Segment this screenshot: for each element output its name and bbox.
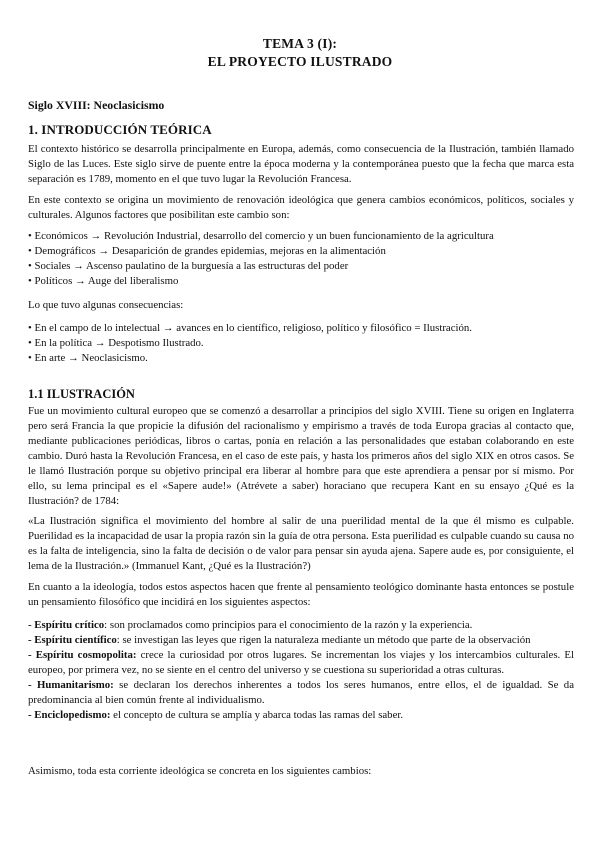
aspect-description: se declaran los derechos inherentes a todos los seres humanos, entre ellos, el de igualdad. Se da predominancia al bien común frente al individualismo. <box>28 679 574 706</box>
consequences-list <box>28 321 574 366</box>
aspect-term: - Enciclopedismo: <box>28 709 111 721</box>
section-1-paragraph-3: Lo que tuvo algunas consecuencias: <box>28 299 184 311</box>
list-item: • En arte → Neoclasicismo. <box>28 352 148 364</box>
aspect-description: : son proclamados como principios para el conocimiento de la razón y la experiencia. <box>104 619 473 631</box>
list-item <box>28 678 574 708</box>
aspects-list <box>28 618 574 723</box>
section-1-1-paragraph-2: En cuanto a la ideología, todos estos aspectos hacen que frente al pensamiento teológico dominante hasta entonces se postule un pensamiento filosófico que incidirá en los siguientes aspectos: <box>28 581 574 608</box>
list-item: • Económicos → Revolución Industrial, desarrollo del comercio y un buen funcionamiento de la agricultura <box>28 230 494 242</box>
list-item: • Políticos → Auge del liberalismo <box>28 275 179 287</box>
aspect-term: - Espíritu cosmopolita: <box>28 649 137 661</box>
section-1-paragraph-2: En este contexto se origina un movimiento de renovación ideológica que genera cambios económicos, políticos, sociales y culturales. Algunos factores que posibilitan este cambio son: <box>28 194 574 221</box>
century-subtitle <box>28 98 574 114</box>
aspect-term: - Espíritu científico <box>28 634 117 646</box>
list-item: • En el campo de lo intelectual → avances en lo científico, religioso, político y filosófico = Ilustración. <box>28 322 473 334</box>
section-1-1-heading: 1.1 ILUSTRACIÓN <box>28 387 135 401</box>
section-1-paragraph-1: El contexto histórico se desarrolla principalmente en Europa, además, como consecuencia de la Ilustración, también llamado Siglo de las Luces. Este siglo sirve de puente entre la época moderna y la contemporánea puesto que la fecha que marca esta separación es 1789, momento en el que tuvo lugar la Revolución Francesa. <box>28 143 574 185</box>
factors-list <box>28 229 574 289</box>
section-1-1-paragraph-1: Fue un movimiento cultural europeo que se comenzó a desarrollar a principios del siglo XVIII. Tiene su origen en Inglaterra pero será Francia la que propicie la difusión del racionalismo y empirismo a través de toda Europa gracias al contacto que, mediante publicaciones periódicas, libros o cartas, ponía en relación a las personalidades que estaban colaborando en este cambio. Duró hasta la Revolución Francesa, en el caso de este país, y hasta los primeros años del siglo XIX en otros casos. Se le llamó Ilustración porque su objetivo principal era liberar al hombre para que este aprendiera a pensar por sí mismo. Por ello, su lema principal es el «Sapere aude!» (Atrévete a saber) horaciano que recupera Kant en su ensayo ¿Qué es la Ilustración? de 1784: <box>28 405 574 507</box>
aspect-description: crece la curiosidad por otros lugares. Se incrementan los viajes y los intercambios culturales. El europeo, por primera vez, no se siente en el centro del universo y se cuestiona su superioridad a otras culturas. <box>28 649 574 676</box>
list-item <box>28 633 574 648</box>
list-item <box>28 708 574 723</box>
list-item: • Demográficos → Desaparición de grandes epidemias, mejoras en la alimentación <box>28 245 386 257</box>
page-title-line2: EL PROYECTO ILUSTRADO <box>207 54 393 69</box>
aspect-description: el concepto de cultura se amplía y abarca todas las ramas del saber. <box>110 709 404 721</box>
aspect-term: - Espíritu crítico <box>28 619 105 631</box>
list-item <box>28 618 574 633</box>
century-subtitle-text: Siglo XVIII: Neoclasicismo <box>28 98 165 112</box>
section-1-1-paragraph-3: Asimismo, toda esta corriente ideológica se concreta en los siguientes cambios: <box>28 765 372 777</box>
list-item: • Sociales → Ascenso paulatino de la burguesía a las estructuras del poder <box>28 260 349 272</box>
list-item <box>28 648 574 678</box>
aspect-term: - Humanitarismo: <box>28 679 114 691</box>
aspect-description: : se investigan las leyes que rigen la naturaleza mediante un método que parte de la observación <box>116 634 531 646</box>
list-item: • En la política → Despotismo Ilustrado. <box>28 337 204 349</box>
kant-quote: «La Ilustración significa el movimiento del hombre al salir de una puerilidad mental de la que él mismo es culpable. Puerilidad es la incapacidad de usar la propia razón sin la guía de otra persona. Esta puerilidad es culpable cuando su causa no es la falta de inteligencia, sino la falta de decisión o de valor para pensar sin ayuda ajena. Sapere aude es, por consiguiente, el lema de la Ilustración.» (Immanuel Kant, ¿Qué es la Ilustración?) <box>28 515 574 572</box>
page-title-line1: TEMA 3 (I): <box>262 36 338 51</box>
section-1-heading: 1. INTRODUCCIÓN TEÓRICA <box>28 122 212 137</box>
